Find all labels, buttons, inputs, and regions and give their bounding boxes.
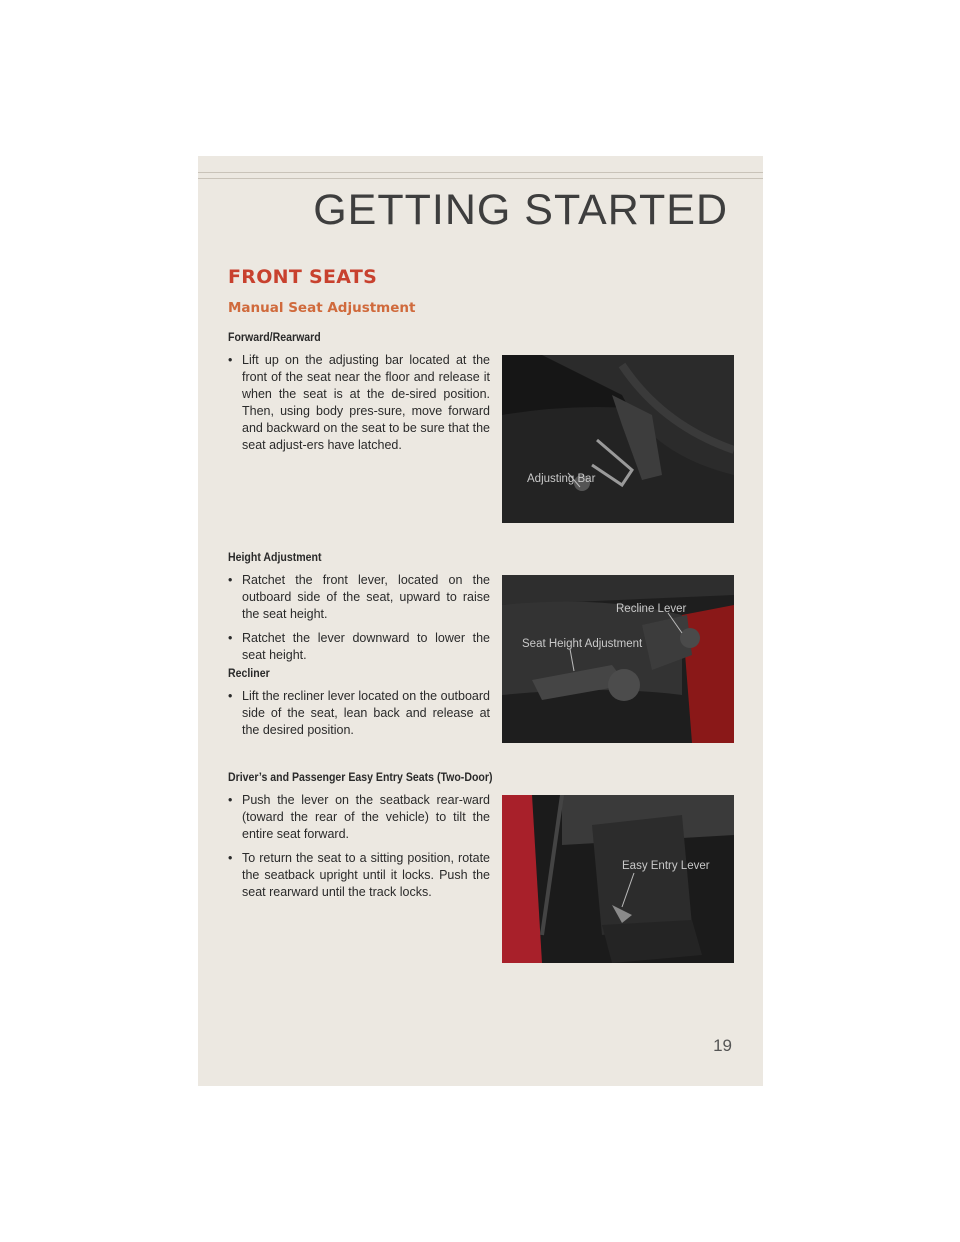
adjusting-bar-callout: Adjusting Bar (527, 473, 596, 485)
header-rule-top (198, 172, 763, 173)
section-header: GETTING STARTED (313, 186, 728, 234)
easy-entry-bullets (228, 792, 490, 908)
height-label: Height Adjustment (228, 550, 322, 564)
subsection-title: Manual Seat Adjustment (228, 300, 416, 316)
forward-bullets (228, 352, 490, 461)
recliner-bullets (228, 688, 490, 746)
section-title: FRONT SEATS (228, 266, 378, 288)
seat-height-callout: Seat Height Adjustment (522, 638, 643, 650)
list-item: • Ratchet the lever downward to lower the seat height. (228, 631, 490, 662)
recliner-label: Recliner (228, 666, 270, 680)
recline-lever-callout: Recline Lever (616, 603, 687, 615)
list-item: • To return the seat to a sitting position, rotate the seatback upright until it locks. Push the seat rearward until the track locks. (228, 851, 490, 899)
adjusting-bar-photo (502, 355, 734, 523)
page-number: 19 (713, 1036, 732, 1055)
list-item: • Push the lever on the seatback rear-ward (toward the rear of the vehicle) to tilt the entire seat forward. (228, 793, 490, 841)
forward-label: Forward/Rearward (228, 330, 321, 344)
easy-entry-callout: Easy Entry Lever (622, 860, 710, 872)
list-item: • Lift up on the adjusting bar located at the front of the seat near the floor and release it when the seat is at the de-sired position. Then, using body pres-sure, move forward and backward on the seat to be sure that the seat adjust-ers have latched. (228, 353, 490, 452)
list-item: • Ratchet the front lever, located on the outboard side of the seat, upward to raise the seat height. (228, 573, 490, 621)
height-bullets (228, 572, 490, 671)
list-item: • Lift the recliner lever located on the outboard side of the seat, lean back and release at the desired position. (228, 689, 490, 737)
easy-entry-photo (502, 795, 734, 963)
header-rule-bottom (198, 178, 763, 179)
easy-entry-label: Driver’s and Passenger Easy Entry Seats (Two-Door) (228, 770, 493, 784)
seat-levers-photo (502, 575, 734, 743)
